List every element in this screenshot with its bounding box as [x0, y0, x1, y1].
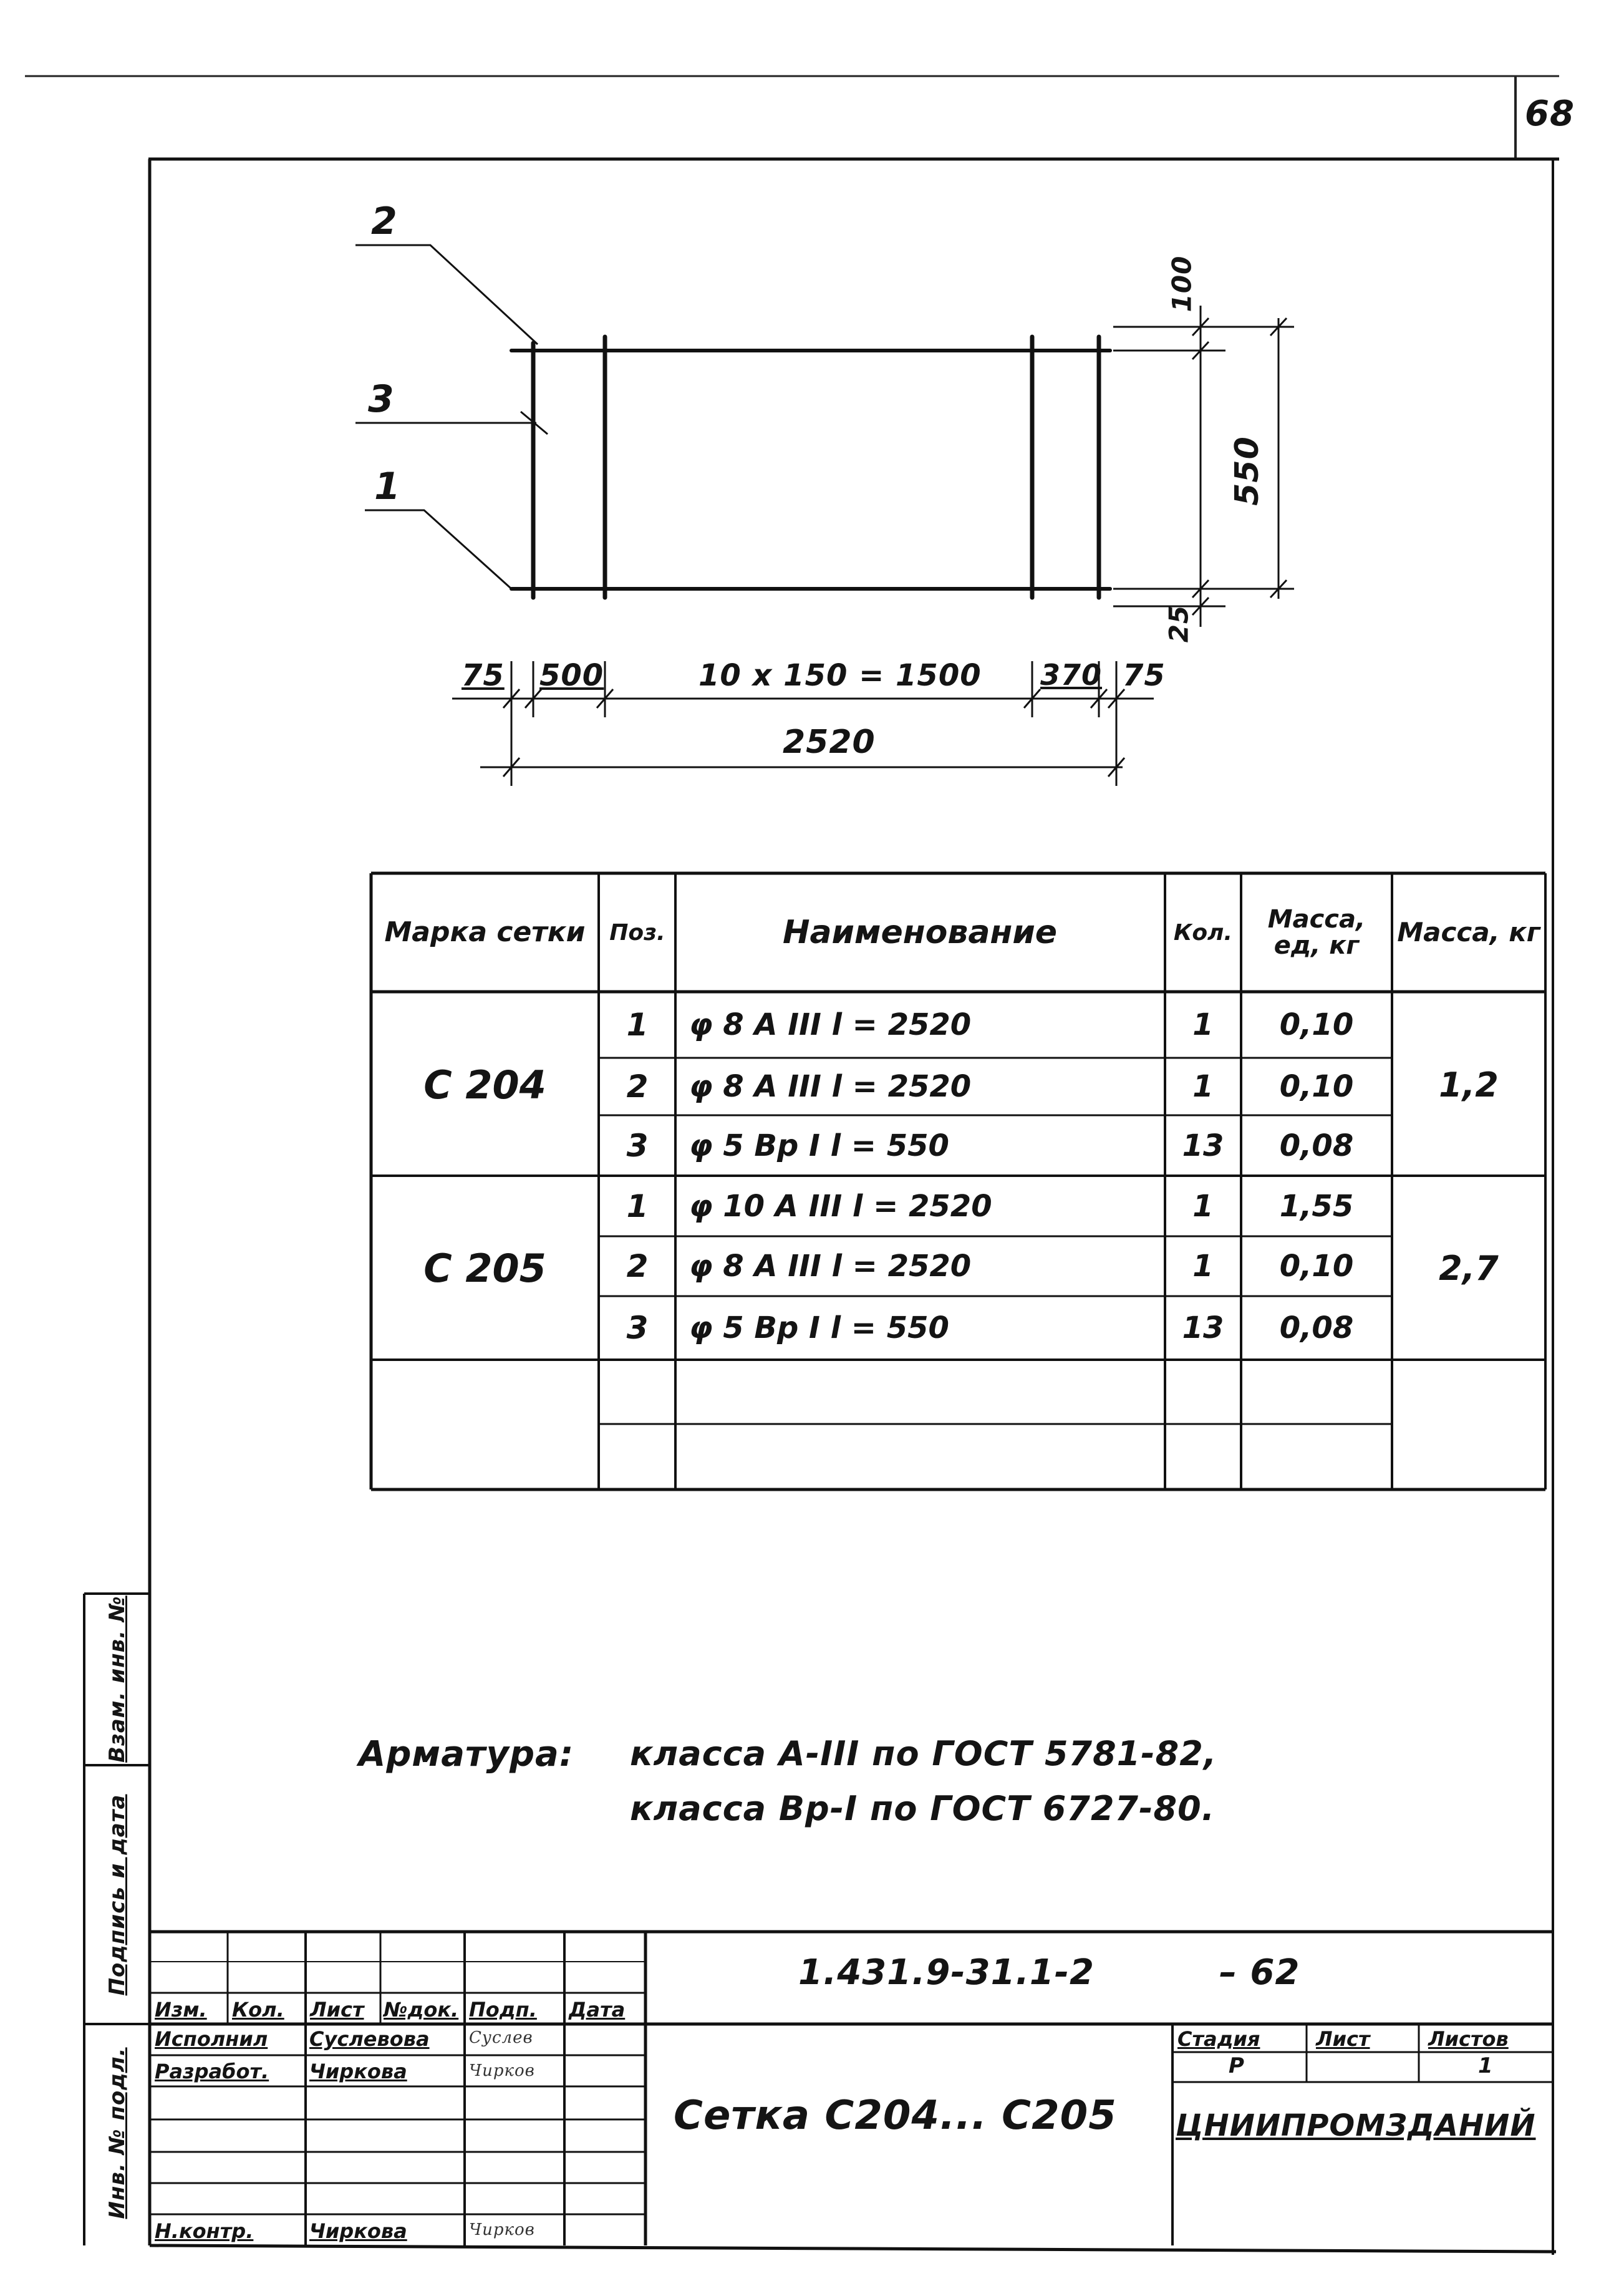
drawing-title: Сетка С204... С205: [674, 2093, 1117, 2139]
header-name: Наименование: [782, 914, 1058, 951]
tb-header-date: Дата: [569, 1998, 626, 2022]
dim-100: 100: [1166, 255, 1197, 312]
table-row-name: φ 8 А III l = 2520: [689, 1069, 972, 1104]
total-mass-c205: 2,7: [1439, 1248, 1499, 1288]
table-row-name: φ 5 Вр I l = 550: [689, 1310, 949, 1345]
side-stamp-signature-date: Подпись и дата: [105, 1794, 130, 1996]
notes-line-1: класса А-III по ГОСТ 5781-82,: [630, 1734, 1217, 1773]
tb-stage-label: Стадия: [1177, 2027, 1260, 2051]
table-row-pos: 3: [626, 1127, 649, 1164]
tb-sheets-value: 1: [1478, 2053, 1494, 2078]
tb-header-sign: Подп.: [469, 1998, 537, 2022]
tb-name-3: Чиркова: [309, 2219, 407, 2243]
table-row-mass: 0,08: [1279, 1310, 1354, 1345]
dim-550: 550: [1229, 436, 1266, 506]
header-total-mass: Масса, кг: [1397, 916, 1540, 947]
signature-2: Чирков: [469, 2061, 535, 2080]
table-row-pos: 2: [626, 1248, 649, 1284]
table-row-mass: 0,08: [1279, 1128, 1354, 1163]
side-stamp-replacement: Взам. инв. №: [105, 1596, 130, 1763]
tb-name-2: Чиркова: [309, 2060, 407, 2083]
header-qty: Кол.: [1173, 919, 1233, 946]
tb-header-change: Изм.: [155, 1998, 207, 2022]
notes-label: Арматура:: [359, 1734, 574, 1775]
dim-75-left: 75: [462, 658, 505, 693]
doc-code: 1.431.9-31.1-2: [798, 1952, 1095, 1993]
table-row-mass: 0,10: [1279, 1007, 1354, 1042]
tb-sheet-label: Лист: [1316, 2027, 1370, 2051]
header-unit-mass: Масса, ед, кг: [1267, 905, 1366, 960]
leader-label-1: 1: [374, 465, 401, 508]
table-row-pos: 1: [626, 1188, 649, 1224]
leader-label-2: 2: [371, 200, 398, 243]
table-row-qty: 1: [1192, 1007, 1214, 1042]
sheet-number: 68: [1525, 94, 1575, 134]
tb-role-executed: Исполнил: [155, 2027, 268, 2051]
signature-1: Суслев: [469, 2028, 533, 2047]
table-row-name: φ 5 Вр I l = 550: [689, 1128, 949, 1163]
dim-total-2520: 2520: [783, 724, 876, 761]
table-row-mass: 0,10: [1279, 1249, 1354, 1284]
tb-header-qty: Кол.: [232, 1998, 284, 2022]
table-row-name: φ 8 А III l = 2520: [689, 1007, 972, 1042]
organization: ЦНИИПРОМЗДАНИЙ: [1176, 2108, 1536, 2143]
dim-370: 370: [1040, 658, 1103, 692]
table-row-pos: 2: [626, 1068, 649, 1105]
side-stamp-inventory: Инв. № подл.: [105, 2047, 130, 2219]
tb-name-1: Суслевова: [309, 2027, 430, 2051]
total-mass-c204: 1,2: [1439, 1065, 1499, 1105]
tb-role-developed: Разработ.: [155, 2060, 269, 2083]
tb-header-sheet: Лист: [310, 1998, 364, 2022]
dim-1500: 10 x 150 = 1500: [698, 658, 982, 693]
table-row-pos: 3: [626, 1310, 649, 1346]
tb-header-docnum: №док.: [384, 1998, 459, 2022]
header-pos: Поз.: [609, 919, 665, 946]
dim-500: 500: [539, 658, 604, 693]
table-row-qty: 1: [1192, 1069, 1214, 1104]
table-row-mass: 1,55: [1279, 1189, 1354, 1224]
table-row-qty: 1: [1192, 1249, 1214, 1284]
dim-25: 25: [1163, 604, 1194, 643]
doc-sheet-suffix: – 62: [1219, 1952, 1300, 1993]
dim-75-right: 75: [1123, 658, 1166, 693]
table-row-mass: 0,10: [1279, 1069, 1354, 1104]
tb-role-normcontrol: Н.контр.: [155, 2219, 254, 2243]
table-row-qty: 13: [1182, 1128, 1224, 1163]
notes-line-2: класса Вр-I по ГОСТ 6727-80.: [630, 1789, 1216, 1828]
table-row-qty: 13: [1182, 1310, 1224, 1345]
table-row-pos: 1: [626, 1007, 649, 1043]
table-row-name: φ 10 А III l = 2520: [689, 1189, 992, 1224]
leader-label-3: 3: [368, 377, 395, 421]
signature-3: Чирков: [469, 2221, 535, 2239]
tb-stage-value: Р: [1229, 2053, 1245, 2078]
mark-c205: С 205: [423, 1245, 546, 1291]
header-mark: Марка сетки: [384, 916, 586, 948]
mark-c204: С 204: [423, 1062, 546, 1108]
table-row-qty: 1: [1192, 1189, 1214, 1224]
tb-sheets-label: Листов: [1428, 2027, 1509, 2051]
table-row-name: φ 8 А III l = 2520: [689, 1249, 972, 1284]
